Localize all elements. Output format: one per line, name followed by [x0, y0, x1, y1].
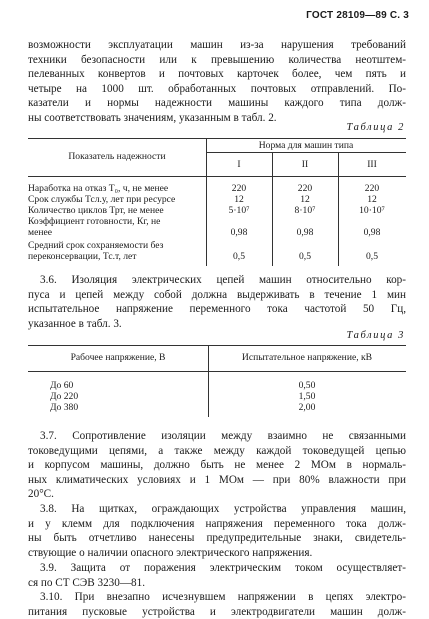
paragraph-3-6: [28, 273, 406, 331]
text-line: ствующие о наличии опасного электрического напряжения.: [28, 546, 313, 559]
table2-cell: 0,5: [233, 251, 245, 262]
table2-type-iii: III: [367, 159, 377, 170]
table2-cell: 220: [231, 183, 247, 194]
table2-cell: 0,5: [299, 251, 311, 262]
table-rule: [28, 371, 406, 372]
text-line: и у клемм для подключения напряжения переменного тока долж-: [28, 517, 406, 530]
text-line: 3.10. При внезапно исчезнувшем напряжении в цепях электро-: [40, 591, 406, 603]
table2-row-label: Наработка на отказ Т₀, ч, не менее: [28, 183, 169, 194]
text-line: ся по СТ СЭВ 3230—81.: [28, 576, 146, 589]
text-line: ны быть отчетливо нанесены предупредительные знаки, свидетель-: [28, 532, 406, 545]
table2-cell: 220: [364, 183, 380, 194]
intro-paragraph: [28, 38, 406, 126]
text-line: 20°С.: [28, 488, 54, 501]
table2-cell: 0,98: [230, 227, 248, 238]
table2-cell: 0,5: [366, 251, 378, 262]
table3-voltage: До 60: [50, 380, 74, 391]
text-line: четыре на 1000 шт. обработанных почтовых отправлений. По-: [28, 82, 406, 95]
text-line: возможности эксплуатации машин из-за нарушения требований: [28, 39, 406, 51]
table2-type-i: I: [237, 159, 241, 170]
table3-test-voltage: 0,50: [298, 380, 316, 391]
table2-cell: 12: [367, 194, 377, 205]
table2-cell: 0,98: [296, 227, 314, 238]
text-line: ных климатических условиях и 1 МОм — при 80% влажности при: [28, 473, 406, 486]
text-line: 3.7. Сопротивление изоляции между взаимно не связанными: [40, 430, 406, 442]
text-line: ны соответствовать значениям, указанным в табл. 2.: [28, 111, 277, 124]
table3-head-left: Рабочее напряжение, В: [70, 352, 166, 363]
text-line: токоведущими цепями, а также между каждой токоведущей цепью: [28, 444, 406, 457]
paragraph-3-7: [28, 429, 406, 502]
table2-row-label: Средний срок сохраняемости без: [28, 240, 164, 251]
table2-caption: Таблица 2: [346, 122, 405, 133]
text-line: питания пусковые устройства и электродвигатели машин долж-: [28, 605, 406, 618]
text-line: 3.8. На щитках, ограждающих устройства управления машин,: [40, 503, 406, 515]
table2-row-label: переконсервации, Тс.т, лет: [28, 251, 137, 262]
table3-voltage: До 380: [50, 402, 79, 413]
paragraph-3-10: [28, 590, 406, 619]
table3-test-voltage: 1,50: [298, 391, 316, 402]
table2-head-group: Норма для машин типа: [258, 140, 354, 151]
text-line: казатели и нормы надежности машины каждого типа долж-: [28, 97, 406, 110]
page-header: ГОСТ 28109—89 С. 3: [306, 10, 409, 21]
table2-head-left: Показатель надежности: [68, 151, 166, 162]
table2-cell: 12: [234, 194, 244, 205]
table-rule: [206, 152, 406, 153]
text-line: испытательное напряжение переменного тока частотой 50 Гц,: [28, 303, 406, 316]
text-line: и корпусом машины, должно быть не менее 2 МОм в нормаль-: [28, 459, 406, 472]
table3-test-voltage: 2,00: [298, 402, 316, 413]
table3-caption: Таблица 3: [346, 330, 405, 341]
table2-cell: 220: [297, 183, 313, 194]
table2-cell: 0,98: [363, 227, 381, 238]
text-line: пуса и цепей между собой должна выдерживать в течение 1 мин: [28, 288, 406, 301]
table3-head-right: Испытательное напряжение, кВ: [241, 352, 373, 363]
table2-row-label: менее: [28, 227, 52, 238]
table2-cell: 12: [300, 194, 310, 205]
table2-row-label: Количество циклов Трт, не менее: [28, 205, 164, 216]
table2-row-label: Срок службы Тсл.у, лет при ресурсе: [28, 194, 176, 205]
table-rule: [28, 345, 406, 346]
text-line: 3.9. Защита от поражения электрическим током осуществляет-: [40, 562, 406, 574]
table2-cell: 8·10⁷: [294, 205, 316, 216]
text-line: техники безопасности или к превышению количества неотштем-: [28, 53, 406, 66]
table2-row-label: Коэффициент готовности, Кг, не: [28, 216, 161, 227]
table2-cell: 10·10⁷: [359, 205, 385, 216]
text-line: 3.6. Изоляция электрических цепей машин относительно кор-: [40, 274, 406, 286]
text-line: пелеванных конвертов и почтовых карточек более, чем пять и: [28, 68, 406, 81]
paragraph-3-8: [28, 502, 406, 560]
paragraph-3-9: [28, 561, 406, 590]
text-line: указанное в табл. 3.: [28, 317, 122, 330]
table3-voltage: До 220: [50, 391, 79, 402]
table2-type-ii: II: [301, 159, 309, 170]
table-rule: [28, 176, 406, 177]
table2-cell: 5·10⁷: [228, 205, 250, 216]
table-rule: [28, 138, 406, 139]
